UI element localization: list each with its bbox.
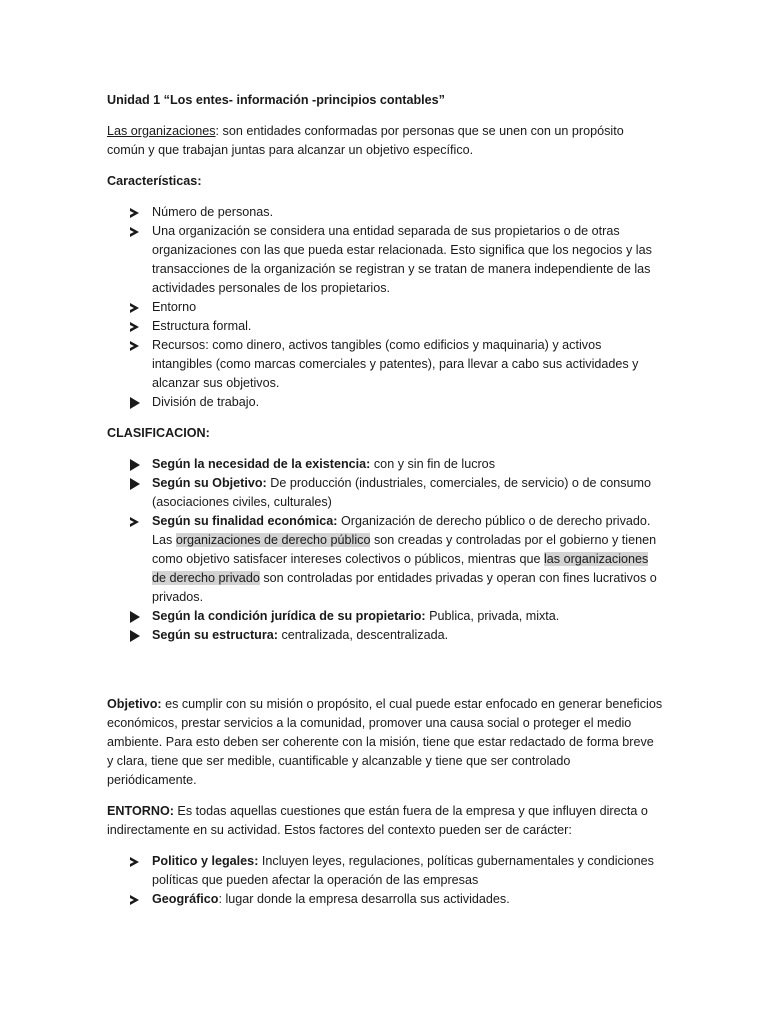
arrow-bullet-icon	[130, 227, 139, 237]
list-item: Según la condición jurídica de su propietario: Publica, privada, mixta.	[107, 607, 663, 626]
highlight-derecho-privado: las organizaciones de derecho privado	[152, 552, 649, 585]
organizaciones-definition: : son entidades conformadas por personas que se unen con un propósito común y que trabajan juntas para alcanzar un objetivo específico.	[107, 124, 624, 157]
arrow-bullet-icon	[130, 322, 139, 332]
document-title: Unidad 1 “Los entes- información -principios contables”	[107, 93, 445, 107]
caracteristicas-heading: Características:	[107, 174, 202, 188]
arrow-bullet-icon	[130, 303, 139, 313]
entorno-list	[107, 852, 663, 909]
arrow-bullet-icon	[130, 857, 139, 867]
list-item: Una organización se considera una entidad separada de sus propietarios o de otras organizaciones con las que pueda estar relacionada. Esto significa que los negocios y las transacciones de la organización se registran y se tratan de manera independiente de las actividades personales de los propietarios.	[107, 222, 663, 298]
list-item: Número de personas.	[107, 203, 663, 222]
clasificacion-list	[107, 455, 663, 645]
objetivo-paragraph: Objetivo: es cumplir con su misión o propósito, el cual puede estar enfocado en generar beneficios económicos, prestar servicios a la comunidad, promover una causa social o proteger el medio ambiente. Para esto deben ser coherente con la misión, tiene que estar redactado de forma breve y clara, tiene que ser medible, cuantificable y alcanzable y tiene que ser controlado periódicamente.	[107, 697, 663, 787]
caracteristicas-list	[107, 203, 663, 412]
clasificacion-heading: CLASIFICACION:	[107, 426, 210, 440]
arrow-bullet-icon	[130, 517, 139, 527]
list-item: Geográfico: lugar donde la empresa desarrolla sus actividades.	[107, 890, 663, 909]
blank-line	[107, 657, 663, 695]
list-item: Politico y legales: Incluyen leyes, regulaciones, políticas gubernamentales y condiciones políticas que pueden afectar la operación de las empresas	[107, 852, 663, 890]
arrow-bullet-icon	[130, 895, 139, 905]
list-item: Según su Objetivo: De producción (industriales, comerciales, de servicio) o de consumo (asociaciones civiles, culturales)	[107, 474, 663, 512]
arrow-bullet-icon	[130, 397, 140, 409]
list-item: Según su estructura: centralizada, descentralizada.	[107, 626, 663, 645]
organizaciones-term: Las organizaciones	[107, 124, 216, 138]
list-item: Recursos: como dinero, activos tangibles (como edificios y maquinaria) y activos intangibles (como marcas comerciales y patentes), para llevar a cabo sus actividades y alcanzar sus objetivos.	[107, 336, 663, 393]
arrow-bullet-icon	[130, 478, 140, 490]
list-item: Según la necesidad de la existencia: con y sin fin de lucros	[107, 455, 663, 474]
entorno-paragraph: ENTORNO: Es todas aquellas cuestiones que están fuera de la empresa y que influyen directa o indirectamente en su actividad. Estos factores del contexto pueden ser de carácter:	[107, 804, 648, 837]
arrow-bullet-icon	[130, 459, 140, 471]
list-item: División de trabajo.	[107, 393, 663, 412]
highlight-derecho-publico: organizaciones de derecho público	[175, 533, 371, 547]
arrow-bullet-icon	[130, 341, 139, 351]
arrow-bullet-icon	[130, 630, 140, 642]
list-item: Entorno	[107, 298, 663, 317]
list-item: Según su finalidad económica: Organización de derecho público o de derecho privado. Las organizaciones de derecho público son creadas y controladas por el gobierno y tienen como objetivo satisfacer intereses colectivos o públicos, mientras que las organizaciones de derecho privado son controladas por entidades privadas y operan con fines lucrativos o privados.	[107, 512, 663, 607]
list-item: Estructura formal.	[107, 317, 663, 336]
arrow-bullet-icon	[130, 611, 140, 623]
arrow-bullet-icon	[130, 208, 139, 218]
document-content	[107, 91, 663, 921]
organizaciones-paragraph	[107, 122, 663, 160]
